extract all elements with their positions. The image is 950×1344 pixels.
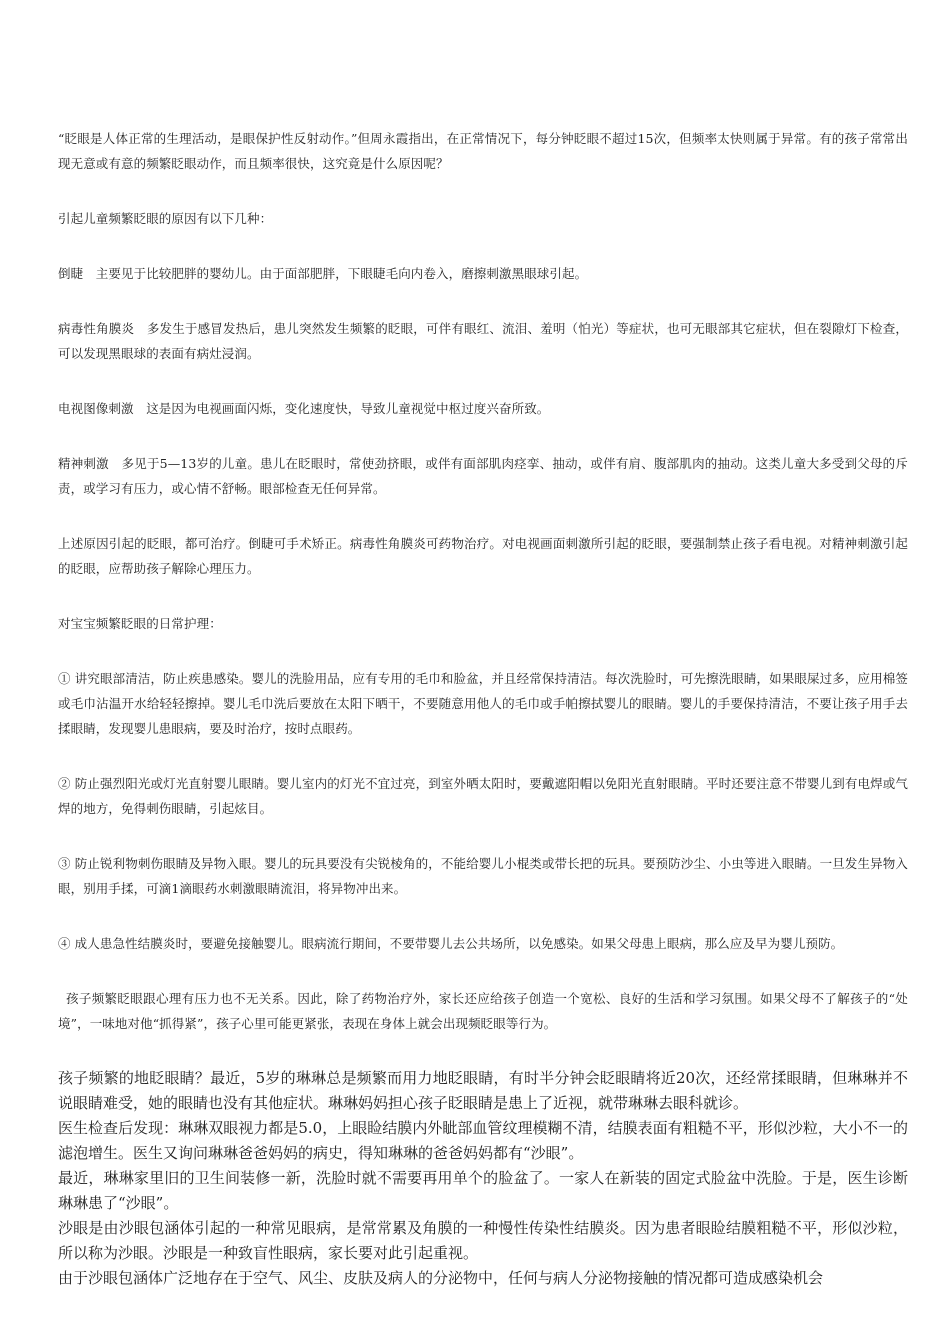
large-text-section <box>58 1066 908 1291</box>
paragraph-care-heading: 对宝宝频繁眨眼的日常护理： <box>58 616 222 631</box>
paragraph-care-4: ④ 成人患急性结膜炎时，要避免接触婴儿。眼病流行期间，不要带婴儿去公共场所，以免感染。如果父母患上眼病，那么应及早为婴儿预防。 <box>58 936 844 951</box>
small-text-section <box>58 126 908 1036</box>
paragraph-causes-heading: 引起儿童频繁眨眼的原因有以下几种： <box>58 211 273 226</box>
paragraph-treatment: 上述原因引起的眨眼，都可治疗。倒睫可手术矫正。病毒性角膜炎可药物治疗。对电视画面刺激所引起的眨眼，要强制禁止孩子看电视。对精神刺激引起的眨眼，应帮助孩子解除心理压力。 <box>58 536 908 576</box>
paragraph-trichiasis: 倒睫 主要见于比较肥胖的婴幼儿。由于面部肥胖，下眼睫毛向内卷入，磨擦刺激黑眼球引起。 <box>58 266 588 281</box>
document-body <box>58 126 908 1291</box>
paragraph-care-3: ③ 防止锐利物刺伤眼睛及异物入眼。婴儿的玩具要没有尖锐棱角的，不能给婴儿小棍类或带长把的玩具。要预防沙尘、小虫等进入眼睛。一旦发生异物入眼，别用手揉，可滴1滴眼药水刺激眼睛流泪，将异物冲出来。 <box>58 856 908 896</box>
paragraph-intro: “眨眼是人体正常的生理活动，是眼保护性反射动作。”但周永霞指出，在正常情况下，每分钟眨眼不超过15次，但频率太快则属于异常。有的孩子常常出现无意或有意的频繁眨眼动作，而且频率很快，这究竟是什么原因呢？ <box>58 131 908 171</box>
paragraph-mental-stimulation: 精神刺激 多见于5—13岁的儿童。患儿在眨眼时，常使劲挤眼，或伴有面部肌肉痉挛、抽动，或伴有肩、腹部肌肉的抽动。这类儿童大多受到父母的斥责，或学习有压力，或心情不舒畅。眼部检查无任何异常。 <box>58 456 908 496</box>
paragraph-psychology: 孩子频繁眨眼跟心理有压力也不无关系。因此，除了药物治疗外，家长还应给孩子创造一个宽松、良好的生活和学习氛围。如果父母不了解孩子的“处境”，一味地对他“抓得紧”，孩子心里可能更紧张，表现在身体上就会出现频眨眼等行为。 <box>58 991 908 1031</box>
paragraph-care-2: ② 防止强烈阳光或灯光直射婴儿眼睛。婴儿室内的灯光不宜过亮，到室外晒太阳时，要戴遮阳帽以免阳光直射眼睛。平时还要注意不带婴儿到有电焊或气焊的地方，免得刺伤眼睛，引起炫目。 <box>58 776 908 816</box>
paragraph-infection-source: 由于沙眼包涵体广泛地存在于空气、风尘、皮肤及病人的分泌物中，任何与病人分泌物接触的情况都可造成感染机会 <box>58 1269 824 1287</box>
paragraph-diagnosis: 最近，琳琳家里旧的卫生间装修一新，洗脸时就不需要再用单个的脸盆了。一家人在新装的固定式脸盆中洗脸。于是，医生诊断琳琳患了“沙眼”。 <box>58 1169 908 1212</box>
paragraph-trachoma-definition: 沙眼是由沙眼包涵体引起的一种常见眼病，是常常累及角膜的一种慢性传染性结膜炎。因为患者眼睑结膜粗糙不平，形似沙粒，所以称为沙眼。沙眼是一种致盲性眼病，家长要对此引起重视。 <box>58 1219 908 1262</box>
paragraph-viral-keratitis: 病毒性角膜炎 多发生于感冒发热后，患儿突然发生频繁的眨眼，可伴有眼红、流泪、羞明（怕光）等症状，也可无眼部其它症状，但在裂隙灯下检查，可以发现黑眼球的表面有病灶浸润。 <box>58 321 908 361</box>
paragraph-doctor-exam: 医生检查后发现：琳琳双眼视力都是5.0，上眼睑结膜内外眦部血管纹理模糊不清，结膜表面有粗糙不平，形似沙粒，大小不一的滤泡增生。医生又询问琳琳爸爸妈妈的病史，得知琳琳的爸爸妈妈都有“沙眼”。 <box>58 1119 908 1162</box>
paragraph-tv-stimulation: 电视图像刺激 这是因为电视画面闪烁，变化速度快，导致儿童视觉中枢过度兴奋所致。 <box>58 401 550 416</box>
paragraph-linlin-case: 孩子频繁的地眨眼睛？最近，5岁的琳琳总是频繁而用力地眨眼睛，有时半分钟会眨眼睛将近20次，还经常揉眼睛，但琳琳并不说眼睛难受，她的眼睛也没有其他症状。琳琳妈妈担心孩子眨眼睛是患上了近视，就带琳琳去眼科就诊。 <box>58 1069 908 1112</box>
paragraph-care-1: ① 讲究眼部清洁，防止疾患感染。婴儿的洗脸用品，应有专用的毛巾和脸盆，并且经常保持清洁。每次洗脸时，可先擦洗眼睛，如果眼屎过多，应用棉签或毛巾沾温开水给轻轻擦掉。婴儿毛巾洗后要放在太阳下晒干，不要随意用他人的毛巾或手帕擦拭婴儿的眼睛。婴儿的手要保持清洁，不要让孩子用手去揉眼睛，发现婴儿患眼病，要及时治疗，按时点眼药。 <box>58 671 908 736</box>
